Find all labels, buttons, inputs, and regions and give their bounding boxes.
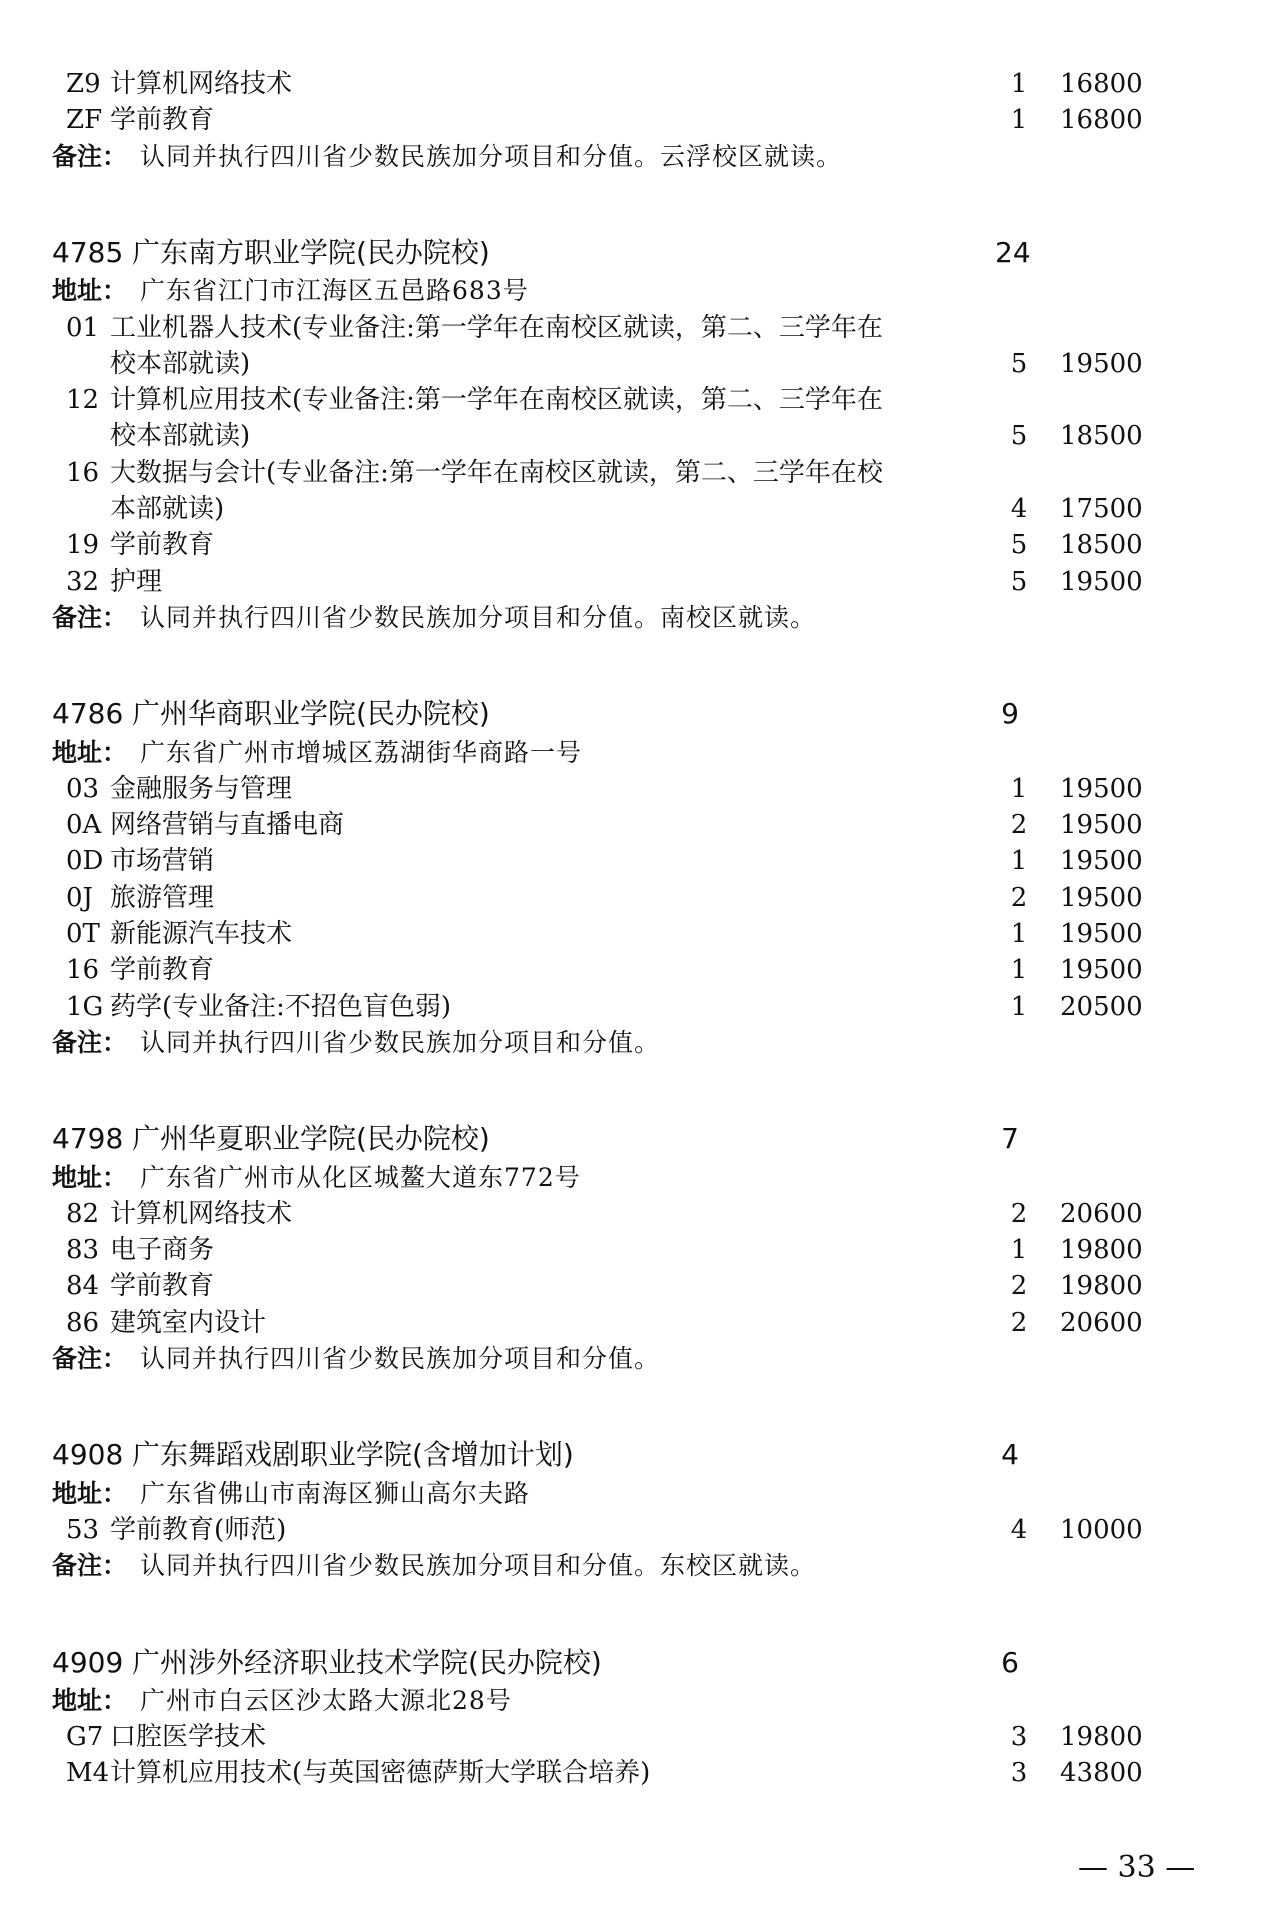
program-row <box>0 1232 1270 1268</box>
program-quota: 5 <box>1010 530 1028 561</box>
program-quota: 4 <box>1010 494 1028 524</box>
school-quota-total: 6 <box>1001 1645 1019 1679</box>
address-row <box>0 1683 1270 1719</box>
program-quota: 1 <box>1010 955 1028 986</box>
program-row <box>0 1755 1270 1791</box>
school-header <box>0 1121 1270 1157</box>
program-row-continued <box>0 491 1270 527</box>
program-code: Z9 <box>66 69 101 99</box>
program-name: 药学(专业备注:不招色盲色弱) <box>110 991 452 1022</box>
program-code: 83 <box>66 1235 100 1266</box>
note-row <box>0 139 1270 175</box>
address-label: 地址： <box>52 1478 128 1508</box>
program-code: 0J <box>66 882 93 913</box>
program-code: 12 <box>66 385 100 416</box>
program-code: ZF <box>66 105 103 136</box>
program-code: 01 <box>66 312 100 343</box>
address-text: 广东省江门市江海区五邑路683号 <box>140 276 529 306</box>
program-row <box>0 989 1270 1025</box>
program-quota: 5 <box>1010 566 1028 597</box>
program-tuition: 19500 <box>1060 566 1143 597</box>
program-code: 19 <box>66 530 100 561</box>
address-text: 广州市白云区沙太路大源北28号 <box>140 1685 512 1715</box>
program-row <box>0 564 1270 600</box>
note-text: 认同并执行四川省少数民族加分项目和分值。南校区就读。 <box>140 602 817 632</box>
school-header <box>0 235 1270 271</box>
program-tuition: 19500 <box>1060 919 1143 949</box>
program-row <box>0 102 1270 138</box>
program-quota: 3 <box>1010 1758 1028 1789</box>
school-header <box>0 1645 1270 1681</box>
address-label: 地址： <box>52 737 128 767</box>
page-number: — 33 — <box>1078 1850 1196 1885</box>
program-code: 0D <box>66 846 104 877</box>
program-name: 计算机网络技术 <box>110 69 293 99</box>
program-tuition: 19500 <box>1060 810 1143 841</box>
program-name: 工业机器人技术(专业备注:第一学年在南校区就读，第二、三学年在 <box>110 312 883 343</box>
address-label: 地址： <box>52 1685 128 1715</box>
program-code: 16 <box>66 955 100 986</box>
school-quota-total: 24 <box>995 235 1031 269</box>
program-code: 0A <box>66 810 102 841</box>
program-row <box>0 843 1270 879</box>
program-tuition: 16800 <box>1060 105 1143 136</box>
program-name: 学前教育 <box>110 105 215 136</box>
program-row <box>0 1196 1270 1232</box>
address-text: 广东省佛山市南海区狮山高尔夫路 <box>140 1478 531 1508</box>
program-tuition: 20600 <box>1060 1307 1143 1338</box>
program-row <box>0 310 1270 346</box>
program-row <box>0 1719 1270 1755</box>
program-quota: 1 <box>1010 105 1028 136</box>
program-name: 学前教育 <box>110 530 215 561</box>
program-name-continued: 校本部就读) <box>110 348 251 379</box>
program-code: 03 <box>66 773 100 804</box>
note-text: 认同并执行四川省少数民族加分项目和分值。云浮校区就读。 <box>140 141 843 171</box>
program-quota: 1 <box>1010 773 1028 804</box>
school-header <box>0 1437 1270 1473</box>
school-name: 广东南方职业学院(民办院校) <box>132 235 490 269</box>
note-text: 认同并执行四川省少数民族加分项目和分值。 <box>140 1027 661 1057</box>
address-text: 广东省广州市增城区荔湖街华商路一号 <box>140 737 583 767</box>
school-code: 4785 <box>52 235 124 269</box>
program-name: 旅游管理 <box>110 882 215 913</box>
program-name: 计算机网络技术 <box>110 1198 293 1229</box>
program-tuition: 19800 <box>1060 1722 1143 1753</box>
school-quota-total: 9 <box>1001 697 1019 731</box>
program-row-continued <box>0 346 1270 382</box>
program-code: G7 <box>66 1722 104 1753</box>
school-name: 广东舞蹈戏剧职业学院(含增加计划) <box>132 1438 574 1472</box>
program-quota: 2 <box>1010 882 1028 913</box>
program-tuition: 19500 <box>1060 773 1143 804</box>
program-quota: 5 <box>1010 348 1028 379</box>
program-quota: 1 <box>1010 919 1028 949</box>
program-name-continued: 校本部就读) <box>110 421 251 452</box>
program-tuition: 19500 <box>1060 846 1143 877</box>
program-code: 16 <box>66 457 100 488</box>
program-tuition: 43800 <box>1060 1758 1143 1789</box>
program-code: 53 <box>66 1514 100 1545</box>
program-quota: 2 <box>1010 810 1028 841</box>
program-tuition: 19500 <box>1060 955 1143 986</box>
program-quota: 2 <box>1010 1198 1028 1229</box>
program-row <box>0 455 1270 491</box>
note-text: 认同并执行四川省少数民族加分项目和分值。东校区就读。 <box>140 1551 817 1581</box>
program-row <box>0 952 1270 988</box>
address-text: 广东省广州市从化区城鳌大道东772号 <box>140 1162 581 1192</box>
address-row <box>0 1476 1270 1512</box>
program-row <box>0 880 1270 916</box>
program-name: 学前教育(师范) <box>110 1514 287 1545</box>
program-tuition: 16800 <box>1060 69 1143 99</box>
school-name: 广州涉外经济职业技术学院(民办院校) <box>132 1645 602 1679</box>
program-quota: 3 <box>1010 1722 1028 1753</box>
program-name: 口腔医学技术 <box>110 1722 267 1753</box>
program-tuition: 19500 <box>1060 882 1143 913</box>
note-row <box>0 600 1270 636</box>
program-row <box>0 1305 1270 1341</box>
program-name: 金融服务与管理 <box>110 773 293 804</box>
program-name: 护理 <box>110 566 163 597</box>
program-quota: 2 <box>1010 1307 1028 1338</box>
school-header <box>0 696 1270 732</box>
program-tuition: 17500 <box>1060 494 1143 524</box>
program-name-continued: 本部就读) <box>110 494 225 524</box>
note-row <box>0 1025 1270 1061</box>
program-name: 电子商务 <box>110 1235 215 1266</box>
program-code: 1G <box>66 991 104 1022</box>
program-quota: 1 <box>1010 846 1028 877</box>
note-row <box>0 1341 1270 1377</box>
program-tuition: 10000 <box>1060 1514 1143 1545</box>
program-code: M4 <box>66 1758 110 1789</box>
note-label: 备注： <box>52 1551 128 1581</box>
program-row <box>0 916 1270 952</box>
school-code: 4908 <box>52 1438 124 1472</box>
program-tuition: 19500 <box>1060 348 1143 379</box>
school-name: 广州华夏职业学院(民办院校) <box>132 1122 490 1156</box>
program-quota: 1 <box>1010 991 1028 1022</box>
program-name: 网络营销与直播电商 <box>110 810 345 841</box>
address-label: 地址： <box>52 1162 128 1192</box>
program-quota: 5 <box>1010 421 1028 452</box>
school-name: 广州华商职业学院(民办院校) <box>132 697 490 731</box>
school-code: 4798 <box>52 1122 124 1156</box>
school-code: 4786 <box>52 697 124 731</box>
address-label: 地址： <box>52 276 128 306</box>
program-row <box>0 807 1270 843</box>
program-name: 建筑室内设计 <box>110 1307 267 1338</box>
program-row <box>0 527 1270 563</box>
program-code: 32 <box>66 566 100 597</box>
program-code: 0T <box>66 919 100 949</box>
program-name: 计算机应用技术(专业备注:第一学年在南校区就读，第二、三学年在 <box>110 385 883 416</box>
program-tuition: 20500 <box>1060 991 1143 1022</box>
program-name: 学前教育 <box>110 1271 215 1302</box>
address-row <box>0 1160 1270 1196</box>
school-quota-total: 4 <box>1001 1438 1019 1472</box>
note-label: 备注： <box>52 1027 128 1057</box>
note-text: 认同并执行四川省少数民族加分项目和分值。 <box>140 1344 661 1373</box>
school-code: 4909 <box>52 1645 124 1679</box>
note-label: 备注： <box>52 141 128 171</box>
program-name: 市场营销 <box>110 846 215 877</box>
note-row <box>0 1548 1270 1584</box>
program-tuition: 19800 <box>1060 1235 1143 1266</box>
program-name: 大数据与会计(专业备注:第一学年在南校区就读，第二、三学年在校 <box>110 457 883 488</box>
program-tuition: 18500 <box>1060 421 1143 452</box>
program-name: 学前教育 <box>110 955 215 986</box>
program-row <box>0 66 1270 102</box>
program-row <box>0 382 1270 418</box>
note-label: 备注： <box>52 1344 128 1373</box>
program-name: 新能源汽车技术 <box>110 919 293 949</box>
program-tuition: 19800 <box>1060 1271 1143 1302</box>
program-quota: 1 <box>1010 69 1028 99</box>
program-tuition: 18500 <box>1060 530 1143 561</box>
program-quota: 1 <box>1010 1235 1028 1266</box>
address-row <box>0 735 1270 771</box>
program-row <box>0 1268 1270 1304</box>
program-row <box>0 1512 1270 1548</box>
school-quota-total: 7 <box>1001 1122 1019 1156</box>
program-quota: 4 <box>1010 1514 1028 1545</box>
program-quota: 2 <box>1010 1271 1028 1302</box>
program-row-continued <box>0 418 1270 454</box>
program-code: 84 <box>66 1271 100 1302</box>
note-label: 备注： <box>52 602 128 632</box>
program-code: 86 <box>66 1307 100 1338</box>
address-row <box>0 273 1270 309</box>
program-row <box>0 771 1270 807</box>
program-name: 计算机应用技术(与英国密德萨斯大学联合培养) <box>110 1758 651 1789</box>
program-tuition: 20600 <box>1060 1198 1143 1229</box>
program-code: 82 <box>66 1198 100 1229</box>
